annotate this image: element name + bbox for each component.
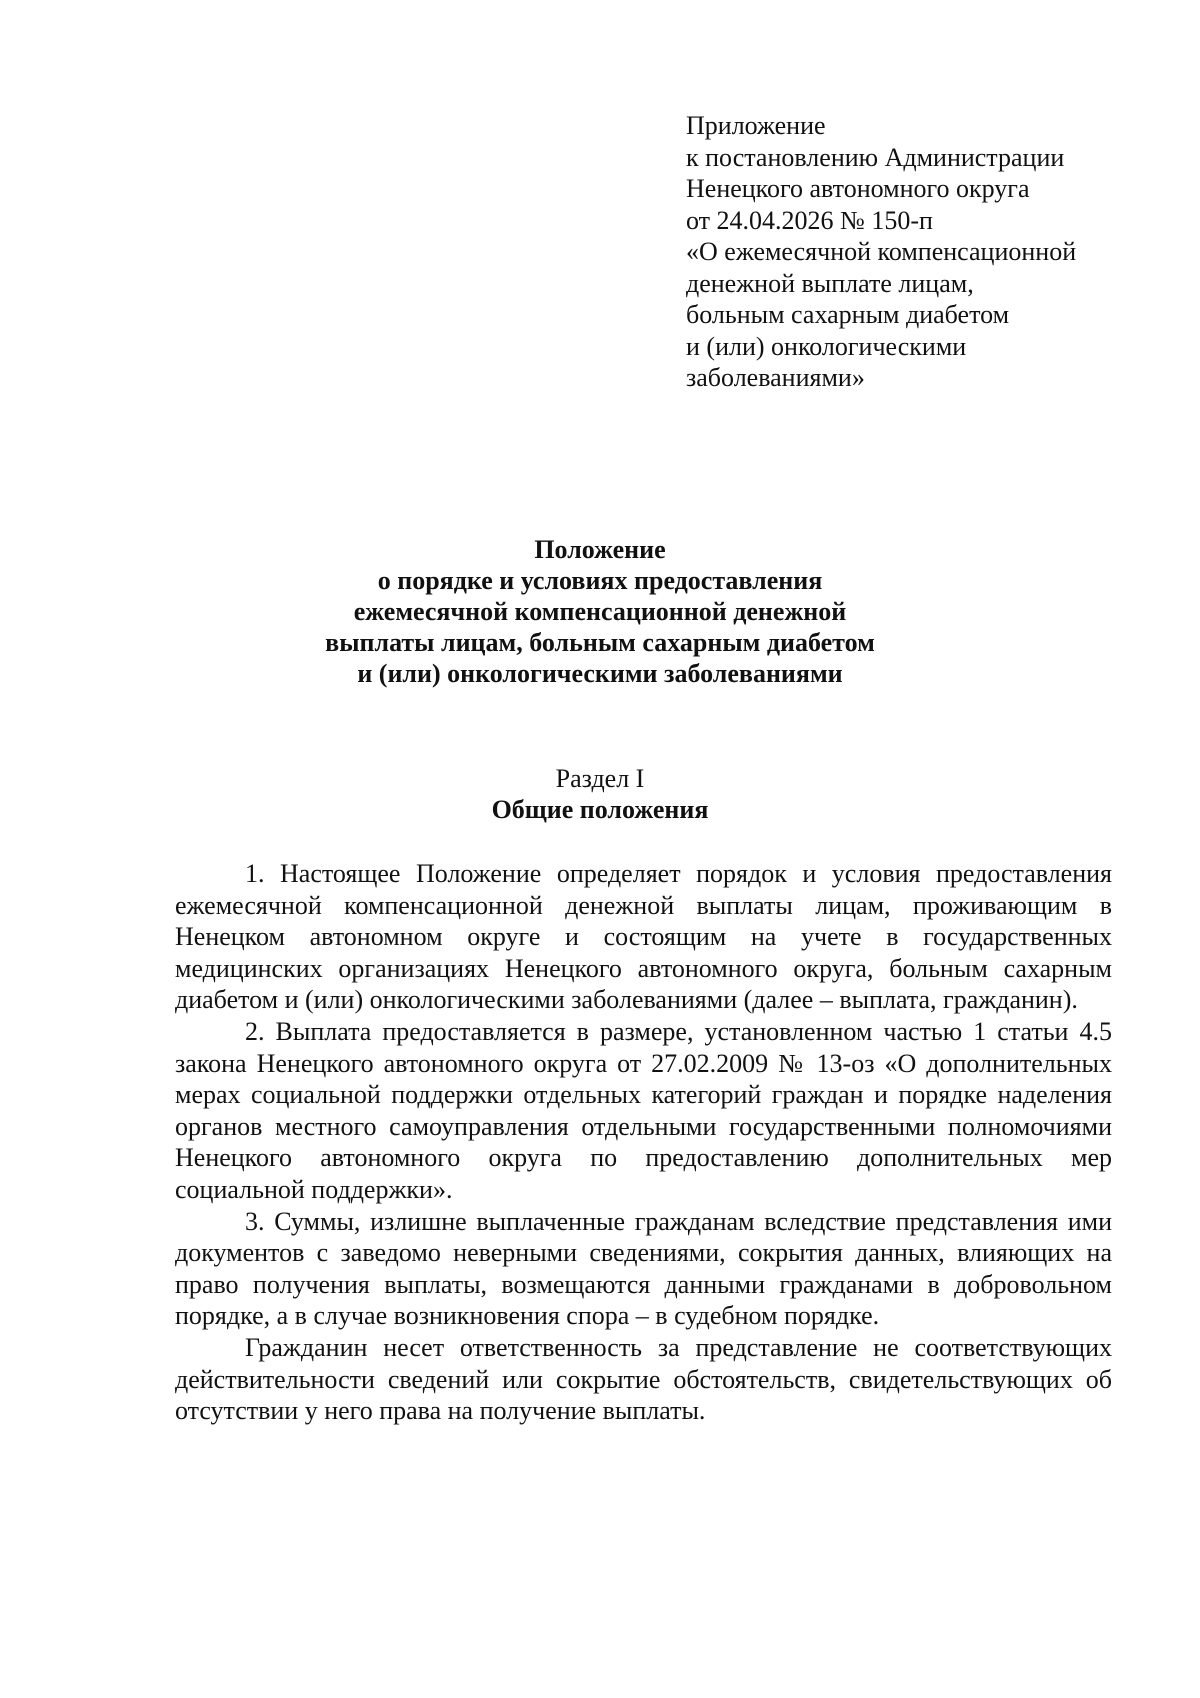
section-header [0, 763, 1200, 825]
appendix-line: Ненецкого автономного округа [686, 174, 1030, 203]
appendix-line: и (или) онкологическими [686, 331, 967, 361]
appendix-line: «О ежемесячной компенсационной [686, 237, 1077, 266]
appendix-line: денежной выплате лицам, [686, 268, 974, 298]
paragraph: 1. Настоящее Положение определяет порядок и условия предоставления ежемесячной компенсационной денежной выплаты лицам, проживающим в Ненецком автономном округе и состоящим на учете в государственных медицинских организациях Ненецкого автономного округа, больным сахарным диабетом и (или) онкологическими заболеваниями (далее – выплата, гражданин). [175, 859, 1112, 1015]
title-line: о порядке и условиях предоставления [377, 566, 823, 595]
paragraph: Гражданин несет ответственность за представление не соответствующих действительности сведений или сокрытие обстоятельств, свидетельствующих об отсутствии у него права на получение выплаты. [175, 1332, 1112, 1426]
paragraph: 2. Выплата предоставляется в размере, установленном частью 1 статьи 4.5 закона Ненецкого автономного округа от 27.02.2009 № 13-оз «О дополнительных мерах социальной поддержки отдельных категорий граждан и порядке наделения органов местного самоуправления отдельными государственными полномочиями Ненецкого автономного округа по предоставлению дополнительных мер социальной поддержки». [175, 1016, 1112, 1204]
appendix-line: к постановлению Администрации [686, 142, 1065, 172]
title-line: выплаты лицам, больным сахарным диабетом [325, 628, 875, 657]
document-title [0, 534, 1200, 689]
appendix-line: от 24.04.2026 № 150-п [686, 205, 933, 235]
title-line: ежемесячной компенсационной денежной [353, 597, 847, 626]
document-body [175, 858, 1112, 1427]
appendix-line: заболеваниями» [686, 363, 865, 392]
appendix-line: больным сахарным диабетом [686, 300, 1010, 329]
title-line: Положение [534, 535, 666, 564]
paragraph: 3. Суммы, излишне выплаченные гражданам вследствие представления ими документов с заведомо неверными сведениями, сокрытия данных, влияющих на право получения выплаты, возмещаются данными гражданами в добровольном порядке, а в случае возникновения спора – в судебном порядке. [175, 1206, 1112, 1331]
appendix-line: Приложение [686, 111, 826, 140]
appendix-block [686, 110, 1166, 394]
section-number: Раздел I [555, 764, 645, 793]
title-line: и (или) онкологическими заболеваниями [357, 659, 843, 688]
section-heading: Общие положения [491, 795, 709, 824]
